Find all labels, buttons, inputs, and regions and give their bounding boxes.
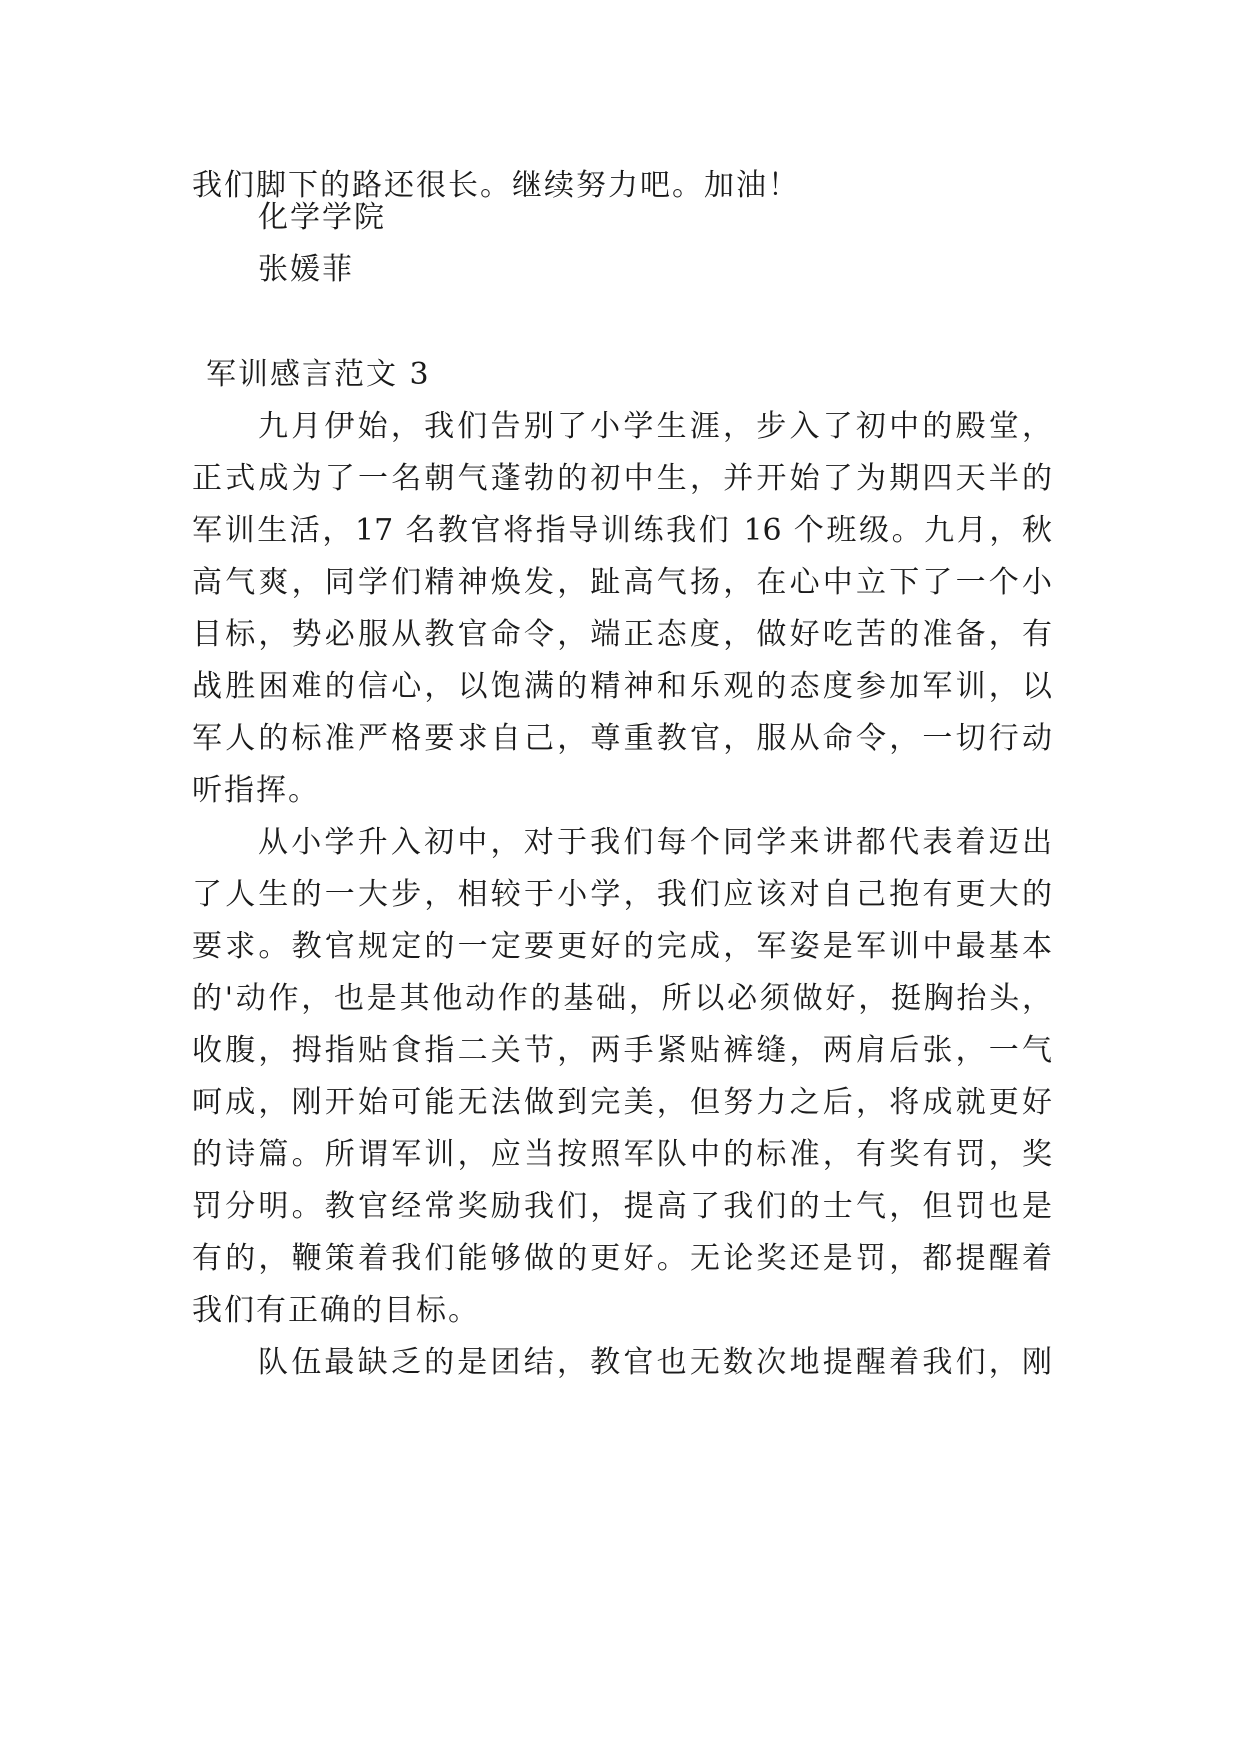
paragraph-line: 了人生的一大步，相较于小学，我们应该对自己抱有更大的: [192, 877, 1052, 912]
paragraph-line: 我们有正确的目标。: [192, 1293, 480, 1328]
paragraph-line: 高气爽，同学们精神焕发，趾高气扬，在心中立下了一个小: [192, 565, 1052, 600]
paragraph-line: 军训生活，17 名教官将指导训练我们 16 个班级。九月，秋: [192, 513, 1052, 548]
paragraph-line: 听指挥。: [192, 773, 320, 808]
paragraph-line: 有的，鞭策着我们能够做的更好。无论奖还是罚，都提醒着: [192, 1241, 1052, 1276]
paragraph-line: 目标，势必服从教官命令，端正态度，做好吃苦的准备，有: [192, 617, 1052, 652]
paragraph-line: 的'动作，也是其他动作的基础，所以必须做好，挺胸抬头，: [192, 981, 1052, 1016]
paragraph-line: 罚分明。教官经常奖励我们，提高了我们的士气，但罚也是: [192, 1189, 1052, 1224]
article-title: 军训感言范文 3: [206, 357, 431, 392]
paragraph-line: 从小学升入初中，对于我们每个同学来讲都代表着迈出: [258, 825, 1052, 860]
paragraph-line: 战胜困难的信心，以饱满的精神和乐观的态度参加军训，以: [192, 669, 1052, 704]
paragraph-line: 九月伊始，我们告别了小学生涯，步入了初中的殿堂，: [258, 409, 1052, 444]
paragraph-line: 要求。教官规定的一定要更好的完成，军姿是军训中最基本: [192, 929, 1052, 964]
paragraph-line: 正式成为了一名朝气蓬勃的初中生，并开始了为期四天半的: [192, 461, 1052, 496]
school-name: 化学学院: [258, 200, 386, 235]
paragraph-line: 军人的标准严格要求自己，尊重教官，服从命令，一切行动: [192, 721, 1052, 756]
paragraph-line: 收腹，拇指贴食指二关节，两手紧贴裤缝，两肩后张，一气: [192, 1033, 1052, 1068]
paragraph-line: 队伍最缺乏的是团结，教官也无数次地提醒着我们，刚: [258, 1345, 1052, 1380]
closing-line: 我们脚下的路还很长。继续努力吧。加油！: [192, 168, 800, 203]
paragraph-line: 的诗篇。所谓军训，应当按照军队中的标准，有奖有罚，奖: [192, 1137, 1052, 1172]
author-name: 张媛菲: [258, 252, 354, 287]
paragraph-line: 呵成，刚开始可能无法做到完美，但努力之后，将成就更好: [192, 1085, 1052, 1120]
